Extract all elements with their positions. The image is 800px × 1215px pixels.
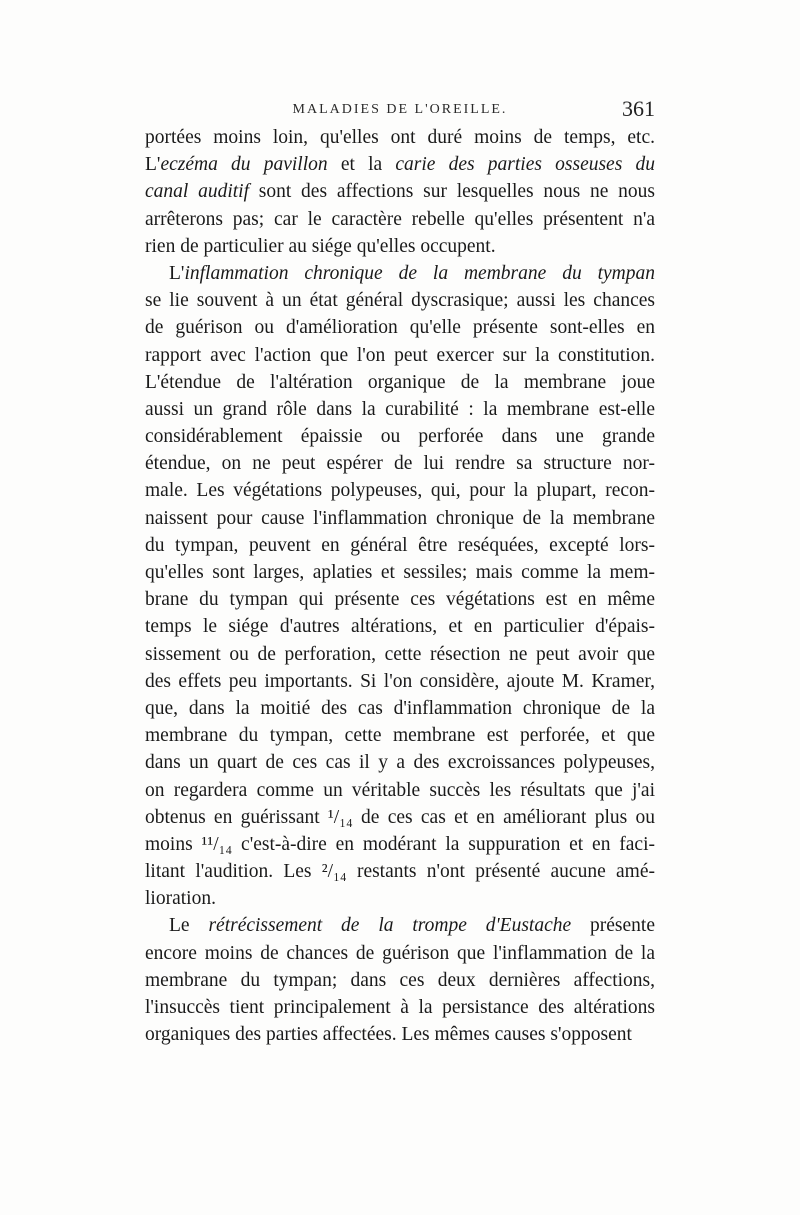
text-line (145, 613, 655, 640)
text-run: qu'elles sont larges, aplaties et sessiles; mais comme la mem- (145, 562, 655, 583)
text-run: des effets peu importants. Si l'on considère, ajoute M. Kramer, (145, 670, 655, 692)
running-head (145, 96, 655, 124)
text-line (145, 260, 655, 287)
text-run: arrêterons pas; car le caractère rebelle qu'elles présentent n'a (145, 208, 655, 230)
text-run: de guérison ou d'amélioration qu'elle présente sont-elles en (145, 317, 655, 339)
body-text (145, 124, 655, 1048)
text-run: temps le siége d'autres altérations, et en particulier d'épais- (145, 616, 655, 638)
text-run: sissement ou de perforation, cette résection ne peut avoir que (145, 643, 655, 665)
text-line (145, 532, 655, 559)
text-line (145, 559, 655, 586)
text-run: brane du tympan qui présente ces végétations est en même (145, 589, 655, 611)
text-run: rapport avec l'action que l'on peut exercer sur la constitution. (145, 344, 655, 366)
text-run: on regardera comme un véritable succès les résultats que j'ai (145, 779, 655, 801)
text-run: se lie souvent à un état général dyscrasique; aussi les chances (145, 290, 655, 312)
text-line (145, 668, 655, 695)
text-line (145, 940, 655, 967)
text-line (145, 777, 655, 804)
text-line (145, 804, 655, 831)
italic-run: inflammation chronique de la membrane du tympan (184, 262, 655, 284)
text-run: que, dans la moitié des cas d'inflammation chronique de la (145, 697, 655, 719)
text-run: naissent pour cause l'inflammation chronique de la membrane (145, 507, 655, 529)
text-line (145, 749, 655, 776)
text-run: portées moins loin, qu'elles ont duré moins de temps, etc. (145, 127, 655, 148)
text-line (145, 885, 655, 912)
text-run: lioration. (145, 888, 216, 910)
text-line (145, 369, 655, 396)
text-run: sont des affections sur lesquelles nous ne nous (249, 181, 655, 203)
text-run: organiques des parties affectées. Les mêmes causes s'opposent (145, 1024, 632, 1046)
text-run: étendue, on ne peut espérer de lui rendre sa structure nor- (145, 453, 655, 475)
text-line (145, 124, 655, 151)
text-run: Le (169, 915, 209, 937)
text-line (145, 586, 655, 613)
text-run: L'étendue de l'altération organique de la membrane joue (145, 371, 655, 393)
text-run: considérablement épaissie ou perforée dans une grande (145, 426, 655, 448)
text-line (145, 423, 655, 450)
text-run: moins ¹¹/₁₄ c'est-à-dire en modérant la suppuration et en faci- (145, 833, 655, 855)
text-run: présente (571, 915, 655, 937)
text-line (145, 314, 655, 341)
text-line (145, 1021, 655, 1048)
text-line (145, 342, 655, 369)
text-run: L' (145, 154, 161, 176)
text-line (145, 695, 655, 722)
text-line (145, 477, 655, 504)
text-line (145, 450, 655, 477)
text-run: membrane du tympan; dans ces deux dernières affections, (145, 969, 655, 991)
text-line (145, 151, 655, 178)
text-run: et la (327, 154, 396, 176)
text-line (145, 912, 655, 939)
text-run: dans un quart de ces cas il y a des excroissances polypeuses, (145, 752, 655, 774)
text-line (145, 396, 655, 423)
italic-run: rétrécissement de la trompe d'Eustache (208, 915, 572, 937)
text-run: membrane du tympan, cette membrane est perforée, et que (145, 725, 655, 747)
text-run: L' (169, 262, 185, 284)
text-run: litant l'audition. Les ²/₁₄ restants n'ont présenté aucune amé- (145, 861, 655, 883)
text-line (145, 722, 655, 749)
text-run: male. Les végétations polypeuses, qui, pour la plupart, recon- (145, 480, 655, 502)
text-run: rien de particulier au siége qu'elles occupent. (145, 235, 496, 257)
running-title: MALADIES DE L'OREILLE. (292, 102, 508, 117)
text-run: aussi un grand rôle dans la curabilité : la membrane est-elle (145, 398, 655, 420)
text-line (145, 967, 655, 994)
text-run: obtenus en guérissant ¹/₁₄ de ces cas et en améliorant plus ou (145, 806, 655, 828)
text-run: encore moins de chances de guérison que l'inflammation de la (145, 942, 655, 964)
text-run: du tympan, peuvent en général être reséquées, excepté lors- (145, 534, 655, 556)
text-line (145, 831, 655, 858)
text-line (145, 641, 655, 668)
italic-run: eczéma du pavillon (160, 154, 328, 176)
text-line (145, 178, 655, 205)
text-run: l'insuccès tient principalement à la persistance des altérations (145, 997, 655, 1018)
italic-run: carie des parties osseuses du (395, 154, 655, 176)
page-number: 361 (622, 96, 655, 121)
text-line (145, 858, 655, 885)
text-line (145, 206, 655, 233)
text-line (145, 287, 655, 314)
text-line (145, 233, 655, 260)
text-line (145, 994, 655, 1021)
text-line (145, 505, 655, 532)
italic-run: canal auditif (145, 181, 250, 203)
